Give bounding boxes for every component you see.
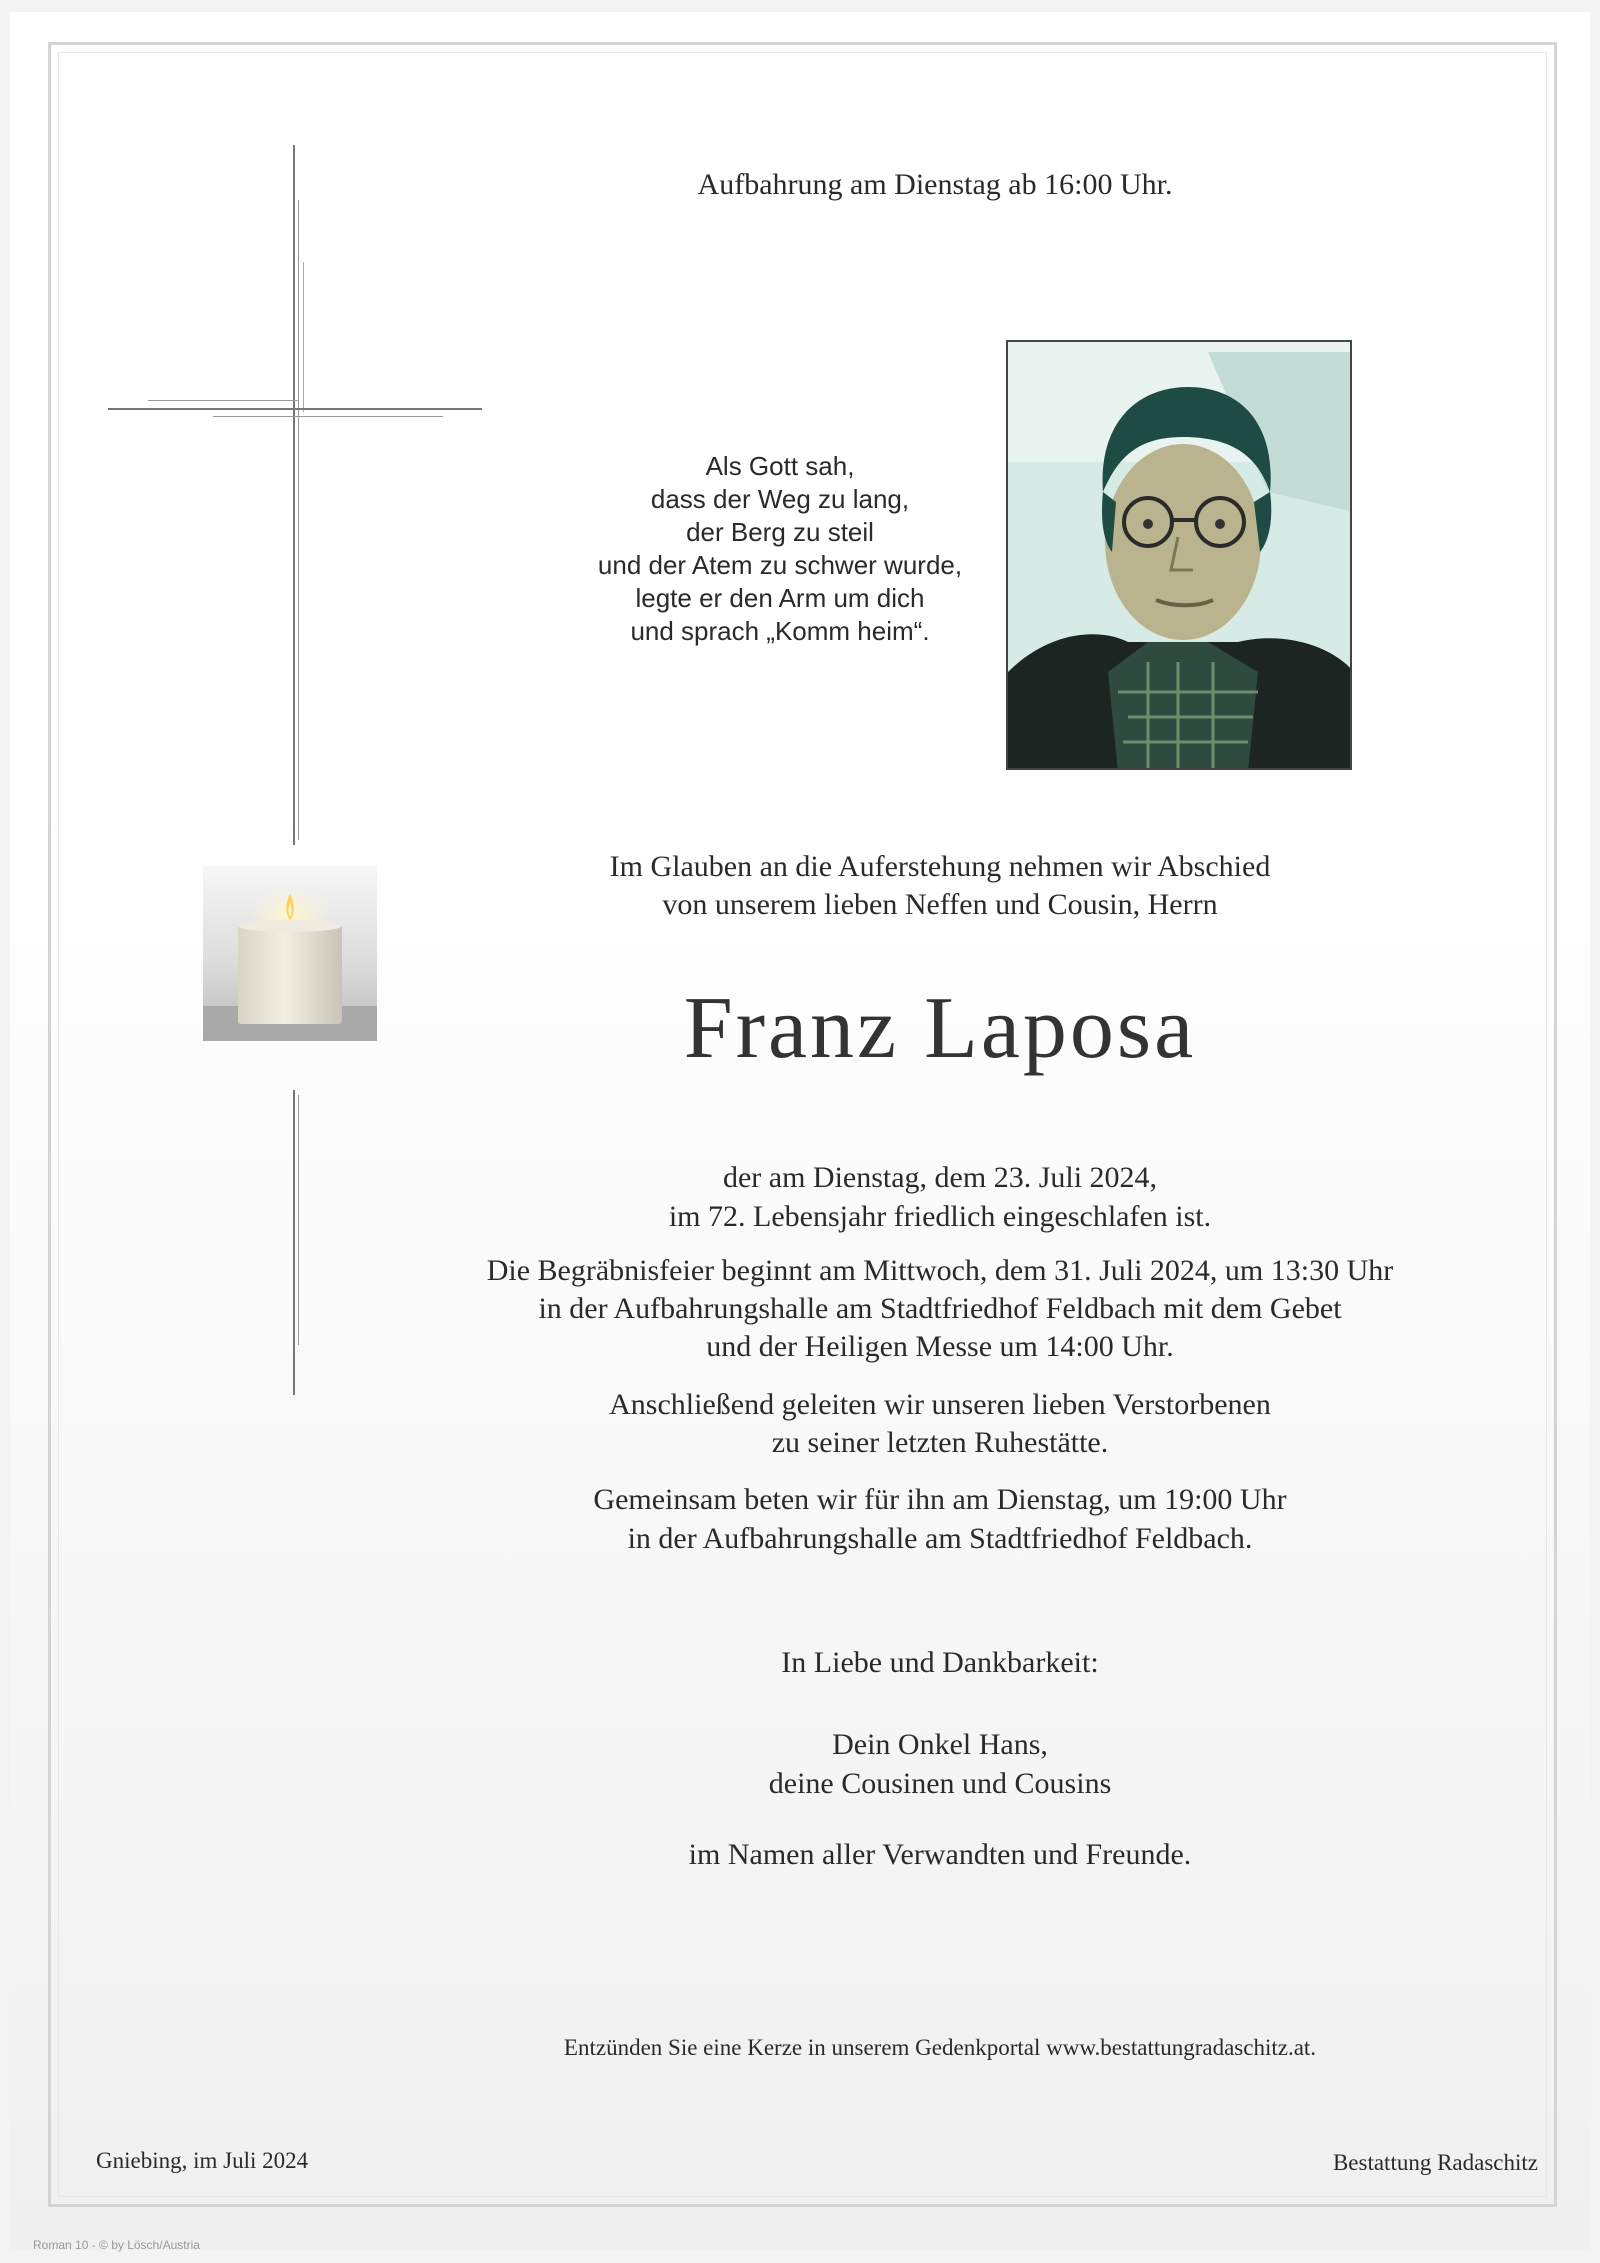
place-date: Gniebing, im Juli 2024	[96, 2148, 309, 2173]
intro-line: von unserem lieben Neffen und Cousin, Herrn	[662, 888, 1218, 921]
funeral-line: Die Begräbnisfeier beginnt am Mittwoch, dem 31. Juli 2024, um 13:30 Uhr	[486, 1254, 1394, 1287]
burial-notice	[0, 1386, 1600, 1462]
poem-line: der Berg zu steil	[686, 517, 874, 547]
funeral-notice	[0, 1252, 1600, 1366]
prayer-line: in der Aufbahrungshalle am Stadtfriedhof Feldbach.	[627, 1522, 1253, 1555]
death-line: im 72. Lebensjahr friedlich eingeschlafen ist.	[668, 1200, 1212, 1233]
poem-line: Als Gott sah,	[705, 451, 855, 481]
funeral-line: und der Heiligen Messe um 14:00 Uhr.	[706, 1330, 1174, 1363]
poem	[560, 450, 1000, 648]
prayer-line: Gemeinsam beten wir für ihn am Dienstag, um 19:00 Uhr	[593, 1483, 1287, 1516]
prayer-notice	[0, 1480, 1600, 1558]
portrait-photo	[1006, 340, 1352, 770]
mourner-line: deine Cousinen und Cousins	[768, 1767, 1112, 1800]
poem-line: und sprach „Komm heim“.	[630, 616, 930, 646]
template-credit: Roman 10 - © by Lösch/Austria	[33, 2238, 200, 2252]
viewing-notice: Aufbahrung am Dienstag ab 16:00 Uhr.	[697, 168, 1173, 201]
intro	[0, 848, 1600, 924]
relatives-line: im Namen aller Verwandten und Freunde.	[688, 1838, 1192, 1871]
poem-line: und der Atem zu schwer wurde,	[597, 550, 963, 580]
death-line: der am Dienstag, dem 23. Juli 2024,	[722, 1161, 1158, 1194]
mourner-line: Dein Onkel Hans,	[832, 1728, 1048, 1761]
burial-line: Anschließend geleiten wir unseren lieben Verstorbenen	[609, 1388, 1271, 1421]
undertaker: Bestattung Radaschitz	[1332, 2150, 1538, 2175]
poem-line: dass der Weg zu lang,	[650, 484, 910, 514]
mourners	[0, 1725, 1600, 1803]
candle-portal-note: Entzünden Sie eine Kerze in unserem Gedenkportal www.bestattungradaschitz.at.	[563, 2035, 1317, 2060]
death-notice	[0, 1158, 1600, 1236]
thanks-heading: In Liebe und Dankbarkeit:	[781, 1646, 1099, 1679]
poem-line: legte er den Arm um dich	[635, 583, 925, 613]
deceased-name: Franz Laposa	[683, 980, 1197, 1077]
intro-line: Im Glauben an die Auferstehung nehmen wir Abschied	[609, 850, 1271, 883]
burial-line: zu seiner letzten Ruhestätte.	[771, 1426, 1109, 1459]
funeral-line: in der Aufbahrungshalle am Stadtfriedhof Feldbach mit dem Gebet	[538, 1292, 1342, 1325]
